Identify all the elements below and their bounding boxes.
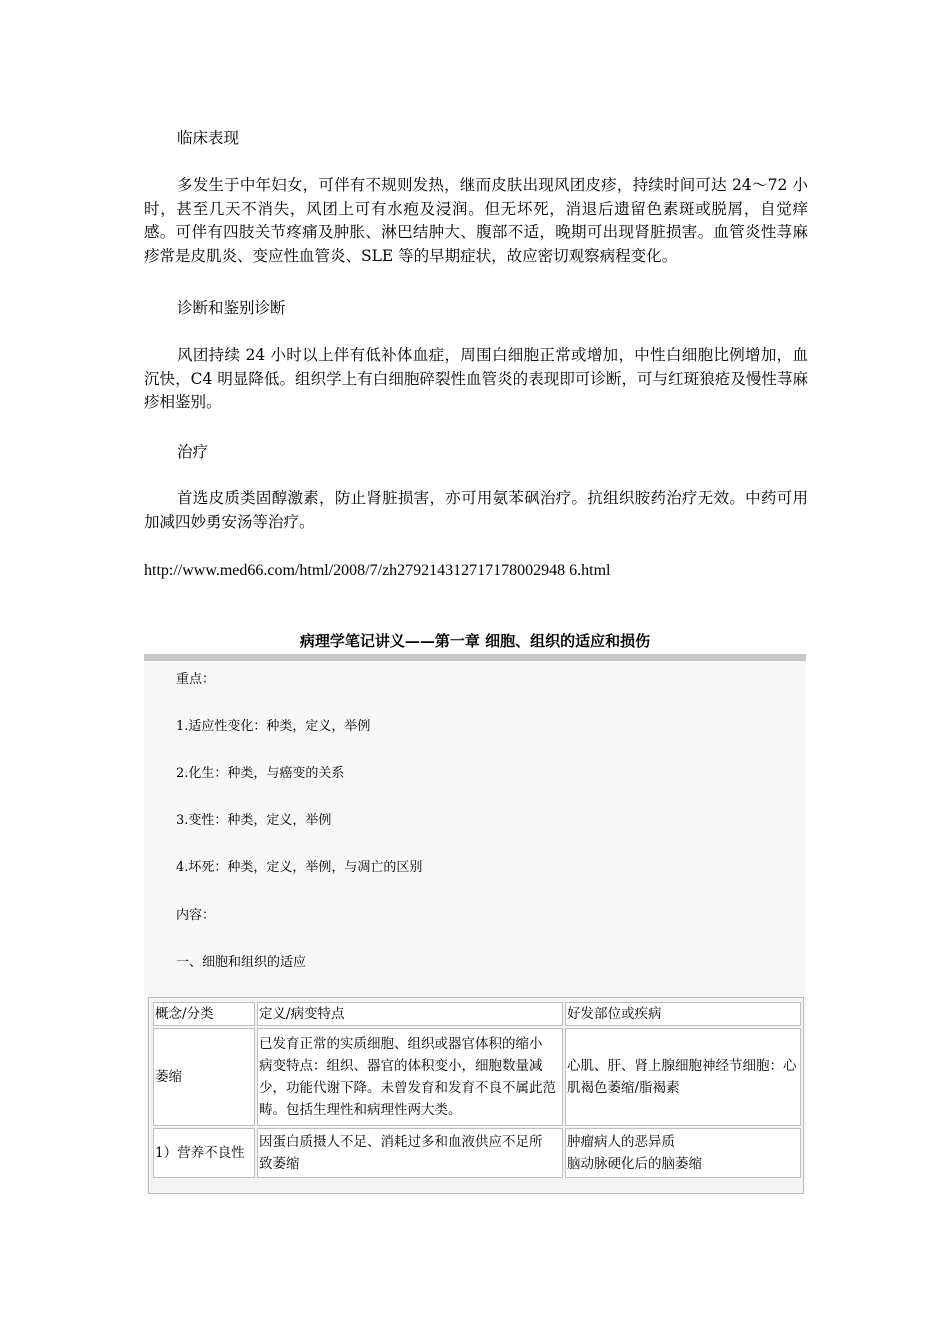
table-header-cell: 定义/病变特点 — [257, 1002, 563, 1026]
key-points-label: 重点： — [176, 672, 216, 687]
table-row — [153, 1128, 801, 1178]
table-header-row — [153, 1002, 801, 1026]
key-point-item: 2.化生：种类，与癌变的关系 — [176, 766, 345, 781]
key-point-item: 1.适应性变化：种类，定义，举例 — [176, 719, 371, 734]
table-cell-sites: 心肌、肝、肾上腺细胞神经节细胞：心 肌褐色萎缩/脂褐素 — [565, 1028, 801, 1126]
notes-divider — [144, 654, 806, 661]
table-cell-name: 1）营养不良性 — [153, 1128, 255, 1178]
section-heading-diagnosis: 诊断和鉴别诊断 — [177, 299, 286, 317]
table-header-cell: 概念/分类 — [153, 1002, 255, 1026]
key-point-item: 3.变性：种类，定义，举例 — [176, 813, 332, 828]
table-cell-name: 萎缩 — [153, 1028, 255, 1126]
table-cell-definition: 已发育正常的实质细胞、组织或器官体积的缩小 病变特点：组织、器官的体积变小，细胞数量减 少，功能代谢下降。未曾发育和发育不良不属此范 畴。包括生理性和病理性两大类。 — [257, 1028, 563, 1126]
section-heading-treatment: 治疗 — [177, 443, 209, 461]
table-header-cell: 好发部位或疾病 — [565, 1002, 801, 1026]
section-label: 一、细胞和组织的适应 — [176, 955, 307, 970]
source-url-link[interactable]: http://www.med66.com/html/2008/7/zh279214312717178002948 6.html — [144, 562, 611, 579]
adaptation-table — [148, 997, 804, 1194]
table-cell-definition: 因蛋白质摄人不足、消耗过多和血液供应不足所 致萎缩 — [257, 1128, 563, 1178]
table-cell-sites: 肿瘤病人的恶异质 脑动脉硬化后的脑萎缩 — [565, 1128, 801, 1178]
section-heading-clinical: 临床表现 — [177, 129, 240, 147]
notes-title: 病理学笔记讲义——第一章 细胞、组织的适应和损伤 — [299, 632, 651, 650]
key-point-item: 4.坏死：种类，定义，举例，与凋亡的区别 — [176, 860, 423, 875]
content-label: 内容： — [176, 908, 216, 923]
section-body-clinical: 多发生于中年妇女，可伴有不规则发热，继而皮肤出现风团皮疹，持续时间可达 24～72 小时，甚至几天不消失，风团上可有水疱及浸润。但无坏死，消退后遗留色素斑或脱屑，自觉痒感。可伴有四肢关节疼痛及肿胀、淋巴结肿大、腹部不适，晚期可出现肾脏损害。血管炎性荨麻疹常是皮肌炎、变应性血管炎、SLE 等的早期症状，故应密切观察病程变化。 — [144, 176, 808, 265]
section-body-diagnosis: 风团持续 24 小时以上伴有低补体血症，周围白细胞正常或增加，中性白细胞比例增加，血沉快，C4 明显降低。组织学上有白细胞碎裂性血管炎的表现即可诊断，可与红斑狼疮及慢性荨麻疹相鉴别。 — [144, 346, 808, 411]
section-body-treatment: 首选皮质类固醇激素，防止肾脏损害，亦可用氨苯砜治疗。抗组织胺药治疗无效。中药可用加减四妙勇安汤等治疗。 — [144, 489, 808, 531]
table-row — [153, 1028, 801, 1126]
